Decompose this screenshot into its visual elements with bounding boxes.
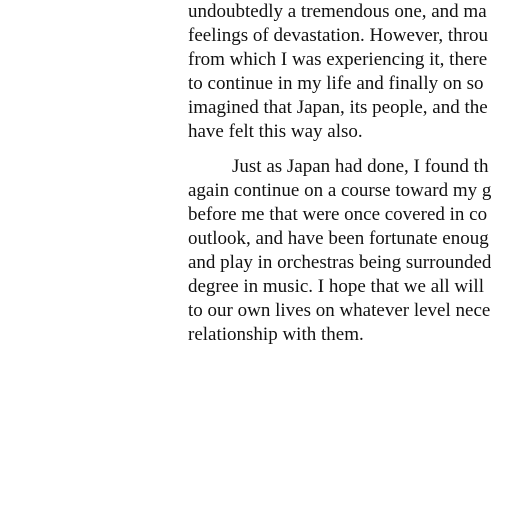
paragraph-line: imagined that Japan, its people, and the <box>188 97 488 118</box>
paragraph-line: to continue in my life and finally on so <box>188 73 484 94</box>
paragraph-line: degree in music. I hope that we all will <box>188 276 484 297</box>
paragraph-line: Just as Japan had done, I found th <box>232 156 489 177</box>
paragraph-line: outlook, and have been fortunate enoug <box>188 228 489 249</box>
body-text <box>188 0 512 512</box>
paragraph-2 <box>188 155 491 347</box>
paragraph-line: relationship with them. <box>188 324 364 345</box>
paragraph-line: from which I was experiencing it, there <box>188 49 488 70</box>
paragraph-line: to our own lives on whatever level nece <box>188 300 491 321</box>
paragraph-1 <box>188 0 488 144</box>
paragraph-line: before me that were once covered in co <box>188 204 488 225</box>
paragraph-line: feelings of devastation. However, throu <box>188 25 488 46</box>
paragraph-line: and play in orchestras being surrounded <box>188 252 492 273</box>
paragraph-line: have felt this way also. <box>188 121 363 142</box>
paragraph-line: again continue on a course toward my g <box>188 180 492 201</box>
paragraph-line: undoubtedly a tremendous one, and ma <box>188 1 487 22</box>
